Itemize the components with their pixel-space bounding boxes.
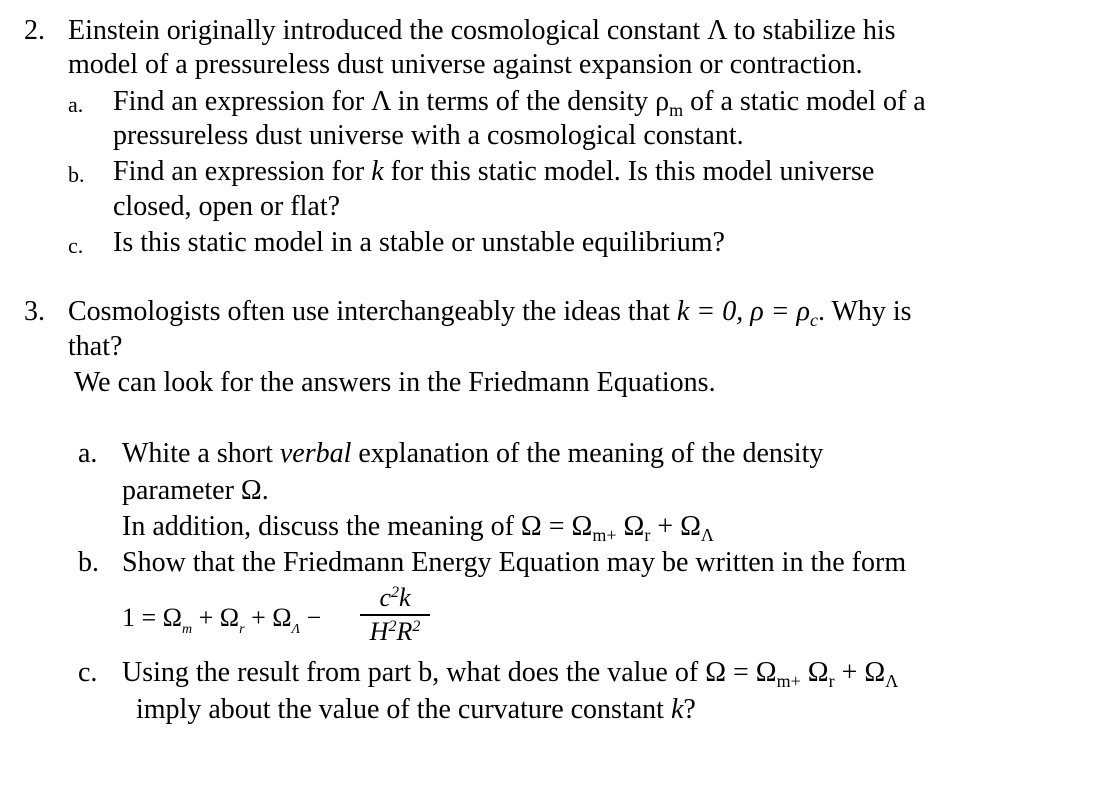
q3-line2: that?	[68, 331, 123, 362]
q3-a-line2: parameter Ω.	[122, 475, 269, 506]
friedmann-equation: $1 = \Omega_m + \Omega_r + \Omega_\Lambda$ −	[122, 603, 322, 637]
q2-line2: model of a pressureless dust universe against expansion or contraction.	[68, 49, 863, 80]
q2-line1: Einstein originally introduced the cosmological constant Λ to stabilize his	[68, 15, 896, 46]
q2-c-line1: Is this static model in a stable or unstable equilibrium?	[113, 227, 725, 258]
q2-number: 2.	[24, 15, 45, 46]
q3-c-line2: imply about the value of the curvature constant k?	[136, 694, 696, 725]
q3-a-line3: In addition, discuss the meaning of $\Omega = \Omega_{m+}$ $\Omega_r + \Omega_\Lambda$	[122, 511, 714, 545]
q2-b-line2: closed, open or flat?	[113, 191, 341, 222]
q2-a-line2: pressureless dust universe with a cosmological constant.	[113, 120, 744, 151]
q2-c-label: c.	[68, 233, 84, 258]
q3-c-label: c.	[78, 657, 98, 688]
q3-a-line1: White a short verbal explanation of the meaning of the density	[122, 438, 824, 469]
fraction-numerator: $c^2k$	[379, 583, 411, 612]
q3-number: 3.	[24, 296, 45, 327]
equation-fraction	[360, 584, 430, 646]
q3-b-line1: Show that the Friedmann Energy Equation may be written in the form	[122, 547, 907, 578]
q3-b-label: b.	[78, 547, 99, 578]
fraction-bar	[360, 614, 430, 616]
q2-a-label: a.	[68, 92, 84, 117]
q2-b-line1: Find an expression for k for this static model. Is this model universe	[113, 156, 875, 187]
q3-c-line1: Using the result from part b, what does the value of $\Omega = \Omega_{m+}$ $\Omega_r + \Omega_\Lambda$	[122, 657, 899, 691]
q3-a-label: a.	[78, 438, 98, 469]
q3-line3: We can look for the answers in the Friedmann Equations.	[74, 367, 716, 398]
q2-b-label: b.	[68, 162, 85, 187]
q3-line1: Cosmologists often use interchangeably the ideas that k = 0, $\rho = \rho_c$. Why is	[68, 296, 912, 330]
q2-a-line1: Find an expression for Λ in terms of the density $\rho_m$ of a static model of a	[113, 86, 926, 120]
fraction-denominator: $H^2R^2$	[369, 617, 421, 646]
